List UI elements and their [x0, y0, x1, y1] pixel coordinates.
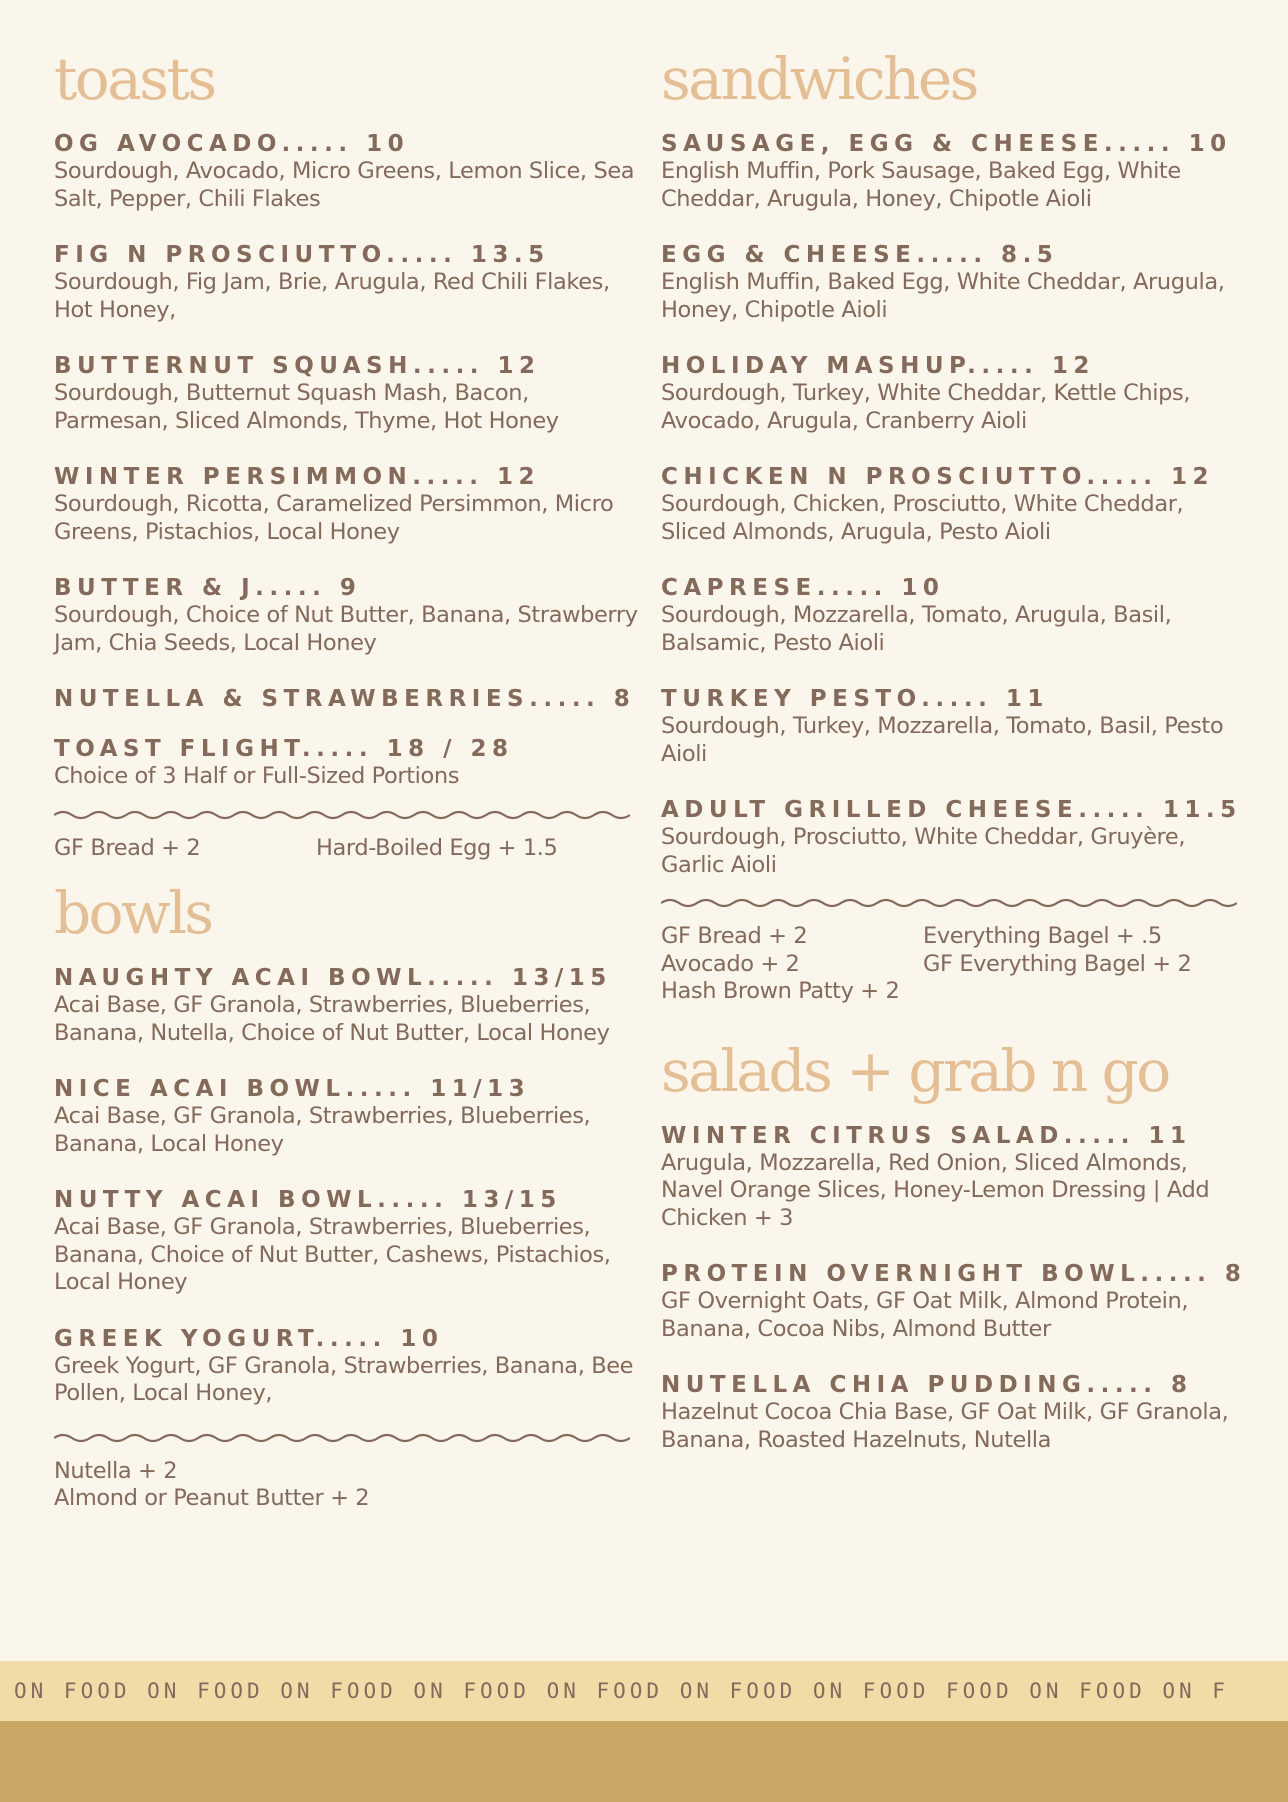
menu-item	[54, 352, 639, 435]
toasts-heading: toasts	[54, 45, 215, 113]
menu-item	[54, 685, 639, 713]
menu-item	[661, 796, 1246, 879]
addon: Nutella + 2	[54, 1457, 178, 1484]
item-name: NUTELLA CHIA PUDDING..... 8	[661, 1372, 1193, 1398]
menu-item	[661, 352, 1246, 435]
item-name: EGG & CHEESE..... 8.5	[661, 242, 1059, 268]
item-description: English Muffin, Pork Sausage, Baked Egg, White Cheddar, Arugula, Honey, Chipotle Aioli	[661, 158, 1181, 212]
item-description: Acai Base, GF Granola, Strawberries, Blueberries, Banana, Local Honey	[54, 1103, 591, 1157]
menu-item	[54, 1075, 639, 1158]
item-name: FIG N PROSCIUTTO..... 13.5	[54, 242, 550, 268]
item-name: TURKEY PESTO..... 11	[661, 686, 1049, 712]
addon: Hard-Boiled Egg + 1.5	[316, 834, 558, 861]
addon: Avocado + 2	[661, 950, 800, 977]
item-name: BUTTERNUT SQUASH..... 12	[54, 353, 541, 379]
item-name: OG AVOCADO..... 10	[54, 131, 410, 157]
item-description: GF Overnight Oats, GF Oat Milk, Almond Protein, Banana, Cocoa Nibs, Almond Butter	[661, 1288, 1189, 1342]
item-name: ADULT GRILLED CHEESE..... 11.5	[661, 797, 1242, 823]
menu-item	[54, 574, 639, 657]
menu-item	[661, 1122, 1246, 1233]
item-name: BUTTER & J..... 9	[54, 575, 362, 601]
footer-marquee-text: ON FOOD ON FOOD ON FOOD ON FOOD ON FOOD ON FOOD ON FOOD FOOD ON FOOD ON F	[14, 1679, 1229, 1703]
menu-item	[661, 1371, 1246, 1454]
item-description: Sourdough, Turkey, White Cheddar, Kettle Chips, Avocado, Arugula, Cranberry Aioli	[661, 380, 1191, 434]
item-description: Acai Base, GF Granola, Strawberries, Blueberries, Banana, Nutella, Choice of Nut Butter, Local Honey	[54, 992, 610, 1046]
footer-bar	[0, 1721, 1288, 1802]
item-description: Arugula, Mozzarella, Red Onion, Sliced Almonds, Navel Orange Slices, Honey-Lemon Dressing | Add Chicken + 3	[661, 1149, 1210, 1231]
item-name: NUTELLA & STRAWBERRIES..... 8	[54, 686, 636, 712]
menu-item	[661, 1260, 1246, 1343]
wavy-divider	[54, 809, 630, 821]
item-name: CHICKEN N PROSCIUTTO..... 12	[661, 464, 1215, 490]
toasts-addons	[54, 835, 639, 863]
menu-item	[54, 1186, 639, 1297]
addon: GF Bread + 2	[54, 834, 201, 861]
item-name: NAUGHTY ACAI BOWL..... 13/15	[54, 965, 612, 991]
bowls-heading: bowls	[54, 879, 212, 947]
item-description: Sourdough, Prosciutto, White Cheddar, Gruyère, Garlic Aioli	[661, 824, 1186, 878]
bowls-addons	[54, 1458, 639, 1513]
item-description: Sourdough, Butternut Squash Mash, Bacon, Parmesan, Sliced Almonds, Thyme, Hot Honey	[54, 380, 559, 434]
addon: Almond or Peanut Butter + 2	[54, 1485, 370, 1511]
item-description: Choice of 3 Half or Full-Sized Portions	[54, 763, 460, 789]
menu-item	[54, 735, 639, 791]
item-description: Sourdough, Turkey, Mozzarella, Tomato, Basil, Pesto Aioli	[661, 713, 1224, 767]
addon: Everything Bagel + .5	[923, 923, 1162, 949]
item-description: Sourdough, Mozzarella, Tomato, Arugula, Basil, Balsamic, Pesto Aioli	[661, 602, 1172, 656]
item-name: SAUSAGE, EGG & CHEESE..... 10	[661, 131, 1232, 157]
menu-item	[661, 574, 1246, 657]
wavy-divider	[661, 897, 1237, 909]
item-name: CAPRESE..... 10	[661, 575, 945, 601]
menu-item	[661, 463, 1246, 546]
item-description: Sourdough, Fig Jam, Brie, Arugula, Red Chili Flakes, Hot Honey,	[54, 269, 610, 323]
item-name: WINTER CITRUS SALAD..... 11	[661, 1122, 1192, 1149]
item-description: Hazelnut Cocoa Chia Base, GF Oat Milk, GF Granola, Banana, Roasted Hazelnuts, Nutella	[661, 1399, 1229, 1453]
item-name: HOLIDAY MASHUP..... 12	[661, 353, 1095, 379]
menu-item	[54, 964, 639, 1047]
item-name: TOAST FLIGHT..... 18 / 28	[54, 736, 514, 762]
wavy-divider	[54, 1432, 630, 1444]
right-column	[661, 45, 1247, 1482]
menu-item	[54, 241, 639, 324]
menu-item	[54, 1325, 639, 1408]
item-name: NUTTY ACAI BOWL..... 13/15	[54, 1187, 562, 1213]
menu-item	[661, 241, 1246, 324]
item-name: GREEK YOGURT..... 10	[54, 1325, 444, 1352]
item-description: Sourdough, Choice of Nut Butter, Banana, Strawberry Jam, Chia Seeds, Local Honey	[54, 602, 638, 656]
footer-marquee-strip	[0, 1661, 1288, 1721]
menu-item	[54, 130, 639, 213]
sandwiches-heading: sandwiches	[661, 45, 977, 113]
menu-item	[54, 463, 639, 546]
addon: GF Everything Bagel + 2	[923, 950, 1192, 977]
item-name: NICE ACAI BOWL..... 11/13	[54, 1076, 531, 1102]
sandwiches-addons	[661, 923, 1246, 1006]
menu-item	[661, 130, 1246, 213]
left-column	[54, 45, 639, 1513]
item-name: WINTER PERSIMMON..... 12	[54, 464, 540, 490]
item-name: PROTEIN OVERNIGHT BOWL..... 8	[661, 1261, 1247, 1287]
item-description: Greek Yogurt, GF Granola, Strawberries, Banana, Bee Pollen, Local Honey,	[54, 1352, 634, 1406]
item-description: Sourdough, Avocado, Micro Greens, Lemon Slice, Sea Salt, Pepper, Chili Flakes	[54, 158, 635, 212]
salads-heading: salads + grab n go	[661, 1036, 1169, 1105]
item-description: Acai Base, GF Granola, Strawberries, Blueberries, Banana, Choice of Nut Butter, Cashews, Pistachios, Local Honey	[54, 1214, 611, 1295]
item-description: Sourdough, Chicken, Prosciutto, White Cheddar, Sliced Almonds, Arugula, Pesto Aioli	[661, 491, 1184, 545]
menu-item	[661, 685, 1246, 768]
item-description: English Muffin, Baked Egg, White Cheddar, Arugula, Honey, Chipotle Aioli	[661, 269, 1225, 323]
addon: GF Bread + 2	[661, 923, 808, 949]
item-description: Sourdough, Ricotta, Caramelized Persimmon, Micro Greens, Pistachios, Local Honey	[54, 491, 614, 545]
addon: Hash Brown Patty + 2	[661, 978, 900, 1004]
